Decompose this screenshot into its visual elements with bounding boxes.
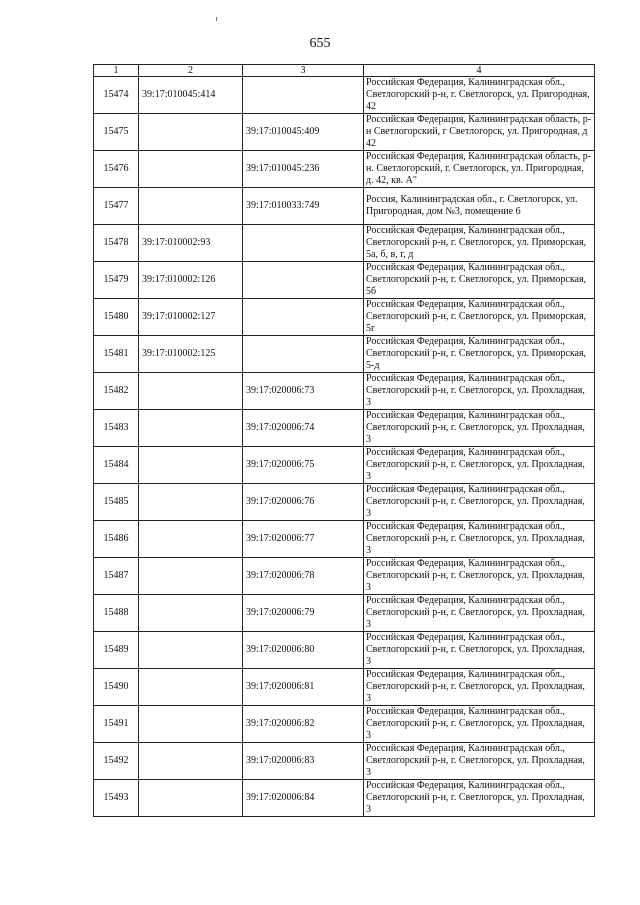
- cadastral-number-col2: [139, 669, 243, 706]
- table-row: [94, 336, 595, 373]
- cadastral-number-col2: [139, 521, 243, 558]
- row-number: 15493: [94, 780, 139, 817]
- cadastral-number-col3: 39:17:010045:409: [243, 114, 364, 151]
- cadastral-number-col2: 39:17:010045:414: [139, 77, 243, 114]
- cadastral-number-col2: 39:17:010002:125: [139, 336, 243, 373]
- row-number: 15487: [94, 558, 139, 595]
- table-row: [94, 558, 595, 595]
- address: Российская Федерация, Калининградская обл., Светлогорский р-н, г. Светлогорск, ул. Прохладная, 3: [364, 706, 595, 743]
- row-number: 15489: [94, 632, 139, 669]
- table-row: [94, 780, 595, 817]
- address: Российская Федерация, Калининградская обл., Светлогорский р-н, г. Светлогорск, ул. Приморская, 5г: [364, 299, 595, 336]
- cadastral-number-col2: [139, 373, 243, 410]
- address: Российская Федерация, Калининградская обл., Светлогорский р-н, г. Светлогорск, ул. Прохладная, 3: [364, 743, 595, 780]
- row-number: 15483: [94, 410, 139, 447]
- row-number: 15481: [94, 336, 139, 373]
- cadastral-number-col3: 39:17:020006:74: [243, 410, 364, 447]
- cadastral-number-col2: [139, 780, 243, 817]
- table-row: [94, 114, 595, 151]
- cadastral-number-col3: 39:17:020006:83: [243, 743, 364, 780]
- row-number: 15474: [94, 77, 139, 114]
- cadastral-number-col3: 39:17:020006:80: [243, 632, 364, 669]
- cadastral-number-col2: [139, 558, 243, 595]
- cadastral-number-col3: 39:17:010045:236: [243, 151, 364, 188]
- address: Российская Федерация, Калининградская обл., Светлогорский р-н, г. Светлогорск, ул. Прохладная, 3: [364, 373, 595, 410]
- cadastral-number-col2: 39:17:010002:126: [139, 262, 243, 299]
- cadastral-number-col2: [139, 410, 243, 447]
- row-number: 15476: [94, 151, 139, 188]
- column-header-1: 1: [94, 65, 139, 77]
- address: Российская Федерация, Калининградская обл., Светлогорский р-н, г. Светлогорск, ул. Прохладная, 3: [364, 521, 595, 558]
- table-row: [94, 299, 595, 336]
- row-number: 15486: [94, 521, 139, 558]
- cadastral-number-col2: [139, 151, 243, 188]
- table-row: [94, 595, 595, 632]
- address: Российская Федерация, Калининградская обл., Светлогорский р-н, г. Светлогорск, ул. Прохладная, 3: [364, 484, 595, 521]
- cadastral-number-col3: 39:17:020006:75: [243, 447, 364, 484]
- address: Российская Федерация, Калининградская обл., Светлогорский р-н, г. Светлогорск, ул. Приморская, 5б: [364, 262, 595, 299]
- address: Российская Федерация, Калининградская обл., Светлогорский р-н, г. Светлогорск, ул. Прохладная, 3: [364, 410, 595, 447]
- address: Российская Федерация, Калининградская обл., Светлогорский р-н, г. Светлогорск, ул. Прохладная, 3: [364, 447, 595, 484]
- table-row: [94, 743, 595, 780]
- header-row: [94, 65, 595, 77]
- table-row: [94, 225, 595, 262]
- table-row: [94, 151, 595, 188]
- cadastral-number-col2: [139, 595, 243, 632]
- row-number: 15477: [94, 188, 139, 225]
- column-header-2: 2: [139, 65, 243, 77]
- table-row: [94, 373, 595, 410]
- table-row: [94, 447, 595, 484]
- address: Российская Федерация, Калининградская обл., Светлогорский р-н, г. Светлогорск, ул. Приморская, 5-д: [364, 336, 595, 373]
- row-number: 15492: [94, 743, 139, 780]
- cadastral-number-col3: 39:17:020006:81: [243, 669, 364, 706]
- cadastral-table: [93, 64, 595, 817]
- cadastral-number-col3: 39:17:020006:79: [243, 595, 364, 632]
- address: Российская Федерация, Калининградская обл., Светлогорский р-н, г. Светлогорск, ул. Пригородная, 42: [364, 77, 595, 114]
- cadastral-number-col3: [243, 225, 364, 262]
- address: Российская Федерация, Калининградская обл., Светлогорский р-н, г. Светлогорск, ул. Прохладная, 3: [364, 780, 595, 817]
- cadastral-number-col2: 39:17:010002:127: [139, 299, 243, 336]
- table-row: [94, 410, 595, 447]
- table-body: [94, 77, 595, 817]
- table-row: [94, 669, 595, 706]
- address: Россия, Калининградская обл., г. Светлогорск, ул. Пригородная, дом №3, помещение 6: [364, 188, 595, 225]
- cadastral-number-col3: 39:17:020006:82: [243, 706, 364, 743]
- table-row: [94, 521, 595, 558]
- row-number: 15484: [94, 447, 139, 484]
- row-number: 15482: [94, 373, 139, 410]
- row-number: 15480: [94, 299, 139, 336]
- address: Российская Федерация, Калининградская обл., Светлогорский р-н, г. Светлогорск, ул. Прохладная, 3: [364, 558, 595, 595]
- cadastral-number-col3: 39:17:020006:76: [243, 484, 364, 521]
- cadastral-number-col2: [139, 706, 243, 743]
- address: Российская Федерация, Калининградская обл., Светлогорский р-н, г. Светлогорск, ул. Прохладная, 3: [364, 669, 595, 706]
- table-row: [94, 262, 595, 299]
- column-header-3: 3: [243, 65, 364, 77]
- row-number: 15485: [94, 484, 139, 521]
- table-row: [94, 484, 595, 521]
- table-row: [94, 632, 595, 669]
- row-number: 15491: [94, 706, 139, 743]
- cadastral-number-col2: 39:17:010002:93: [139, 225, 243, 262]
- row-number: 15479: [94, 262, 139, 299]
- address: Российская Федерация, Калининградская обл., Светлогорский р-н, г. Светлогорск, ул. Приморская, 5а, б, в, г, д: [364, 225, 595, 262]
- address: Российская Федерация, Калининградская обл., Светлогорский р-н, г. Светлогорск, ул. Прохладная, 3: [364, 632, 595, 669]
- table-row: [94, 77, 595, 114]
- address: Российская Федерация, Калининградская область, р-н Светлогорский, г Светлогорск, ул. Пригородная, д 42: [364, 114, 595, 151]
- cadastral-number-col2: [139, 188, 243, 225]
- address: Российская Федерация, Калининградская область, р-н. Светлогорский, г. Светлогорск, ул. Пригородная, д. 42, кв. А": [364, 151, 595, 188]
- address: Российская Федерация, Калининградская обл., Светлогорский р-н, г. Светлогорск, ул. Прохладная, 3: [364, 595, 595, 632]
- cadastral-number-col2: [139, 484, 243, 521]
- cadastral-number-col3: [243, 299, 364, 336]
- cadastral-number-col3: [243, 77, 364, 114]
- cadastral-number-col3: 39:17:020006:77: [243, 521, 364, 558]
- cadastral-number-col2: [139, 114, 243, 151]
- row-number: 15490: [94, 669, 139, 706]
- cadastral-number-col3: 39:17:020006:78: [243, 558, 364, 595]
- row-number: 15475: [94, 114, 139, 151]
- cadastral-number-col3: 39:17:020006:84: [243, 780, 364, 817]
- cadastral-number-col3: 39:17:010033:749: [243, 188, 364, 225]
- cadastral-number-col2: [139, 632, 243, 669]
- cadastral-number-col2: [139, 743, 243, 780]
- table-row: [94, 706, 595, 743]
- row-number: 15488: [94, 595, 139, 632]
- row-number: 15478: [94, 225, 139, 262]
- table-row: [94, 188, 595, 225]
- cadastral-number-col3: 39:17:020006:73: [243, 373, 364, 410]
- cadastral-number-col2: [139, 447, 243, 484]
- scan-mark: [216, 17, 217, 21]
- cadastral-number-col3: [243, 262, 364, 299]
- cadastral-number-col3: [243, 336, 364, 373]
- page-number: 655: [309, 36, 331, 51]
- column-header-4: 4: [364, 65, 595, 77]
